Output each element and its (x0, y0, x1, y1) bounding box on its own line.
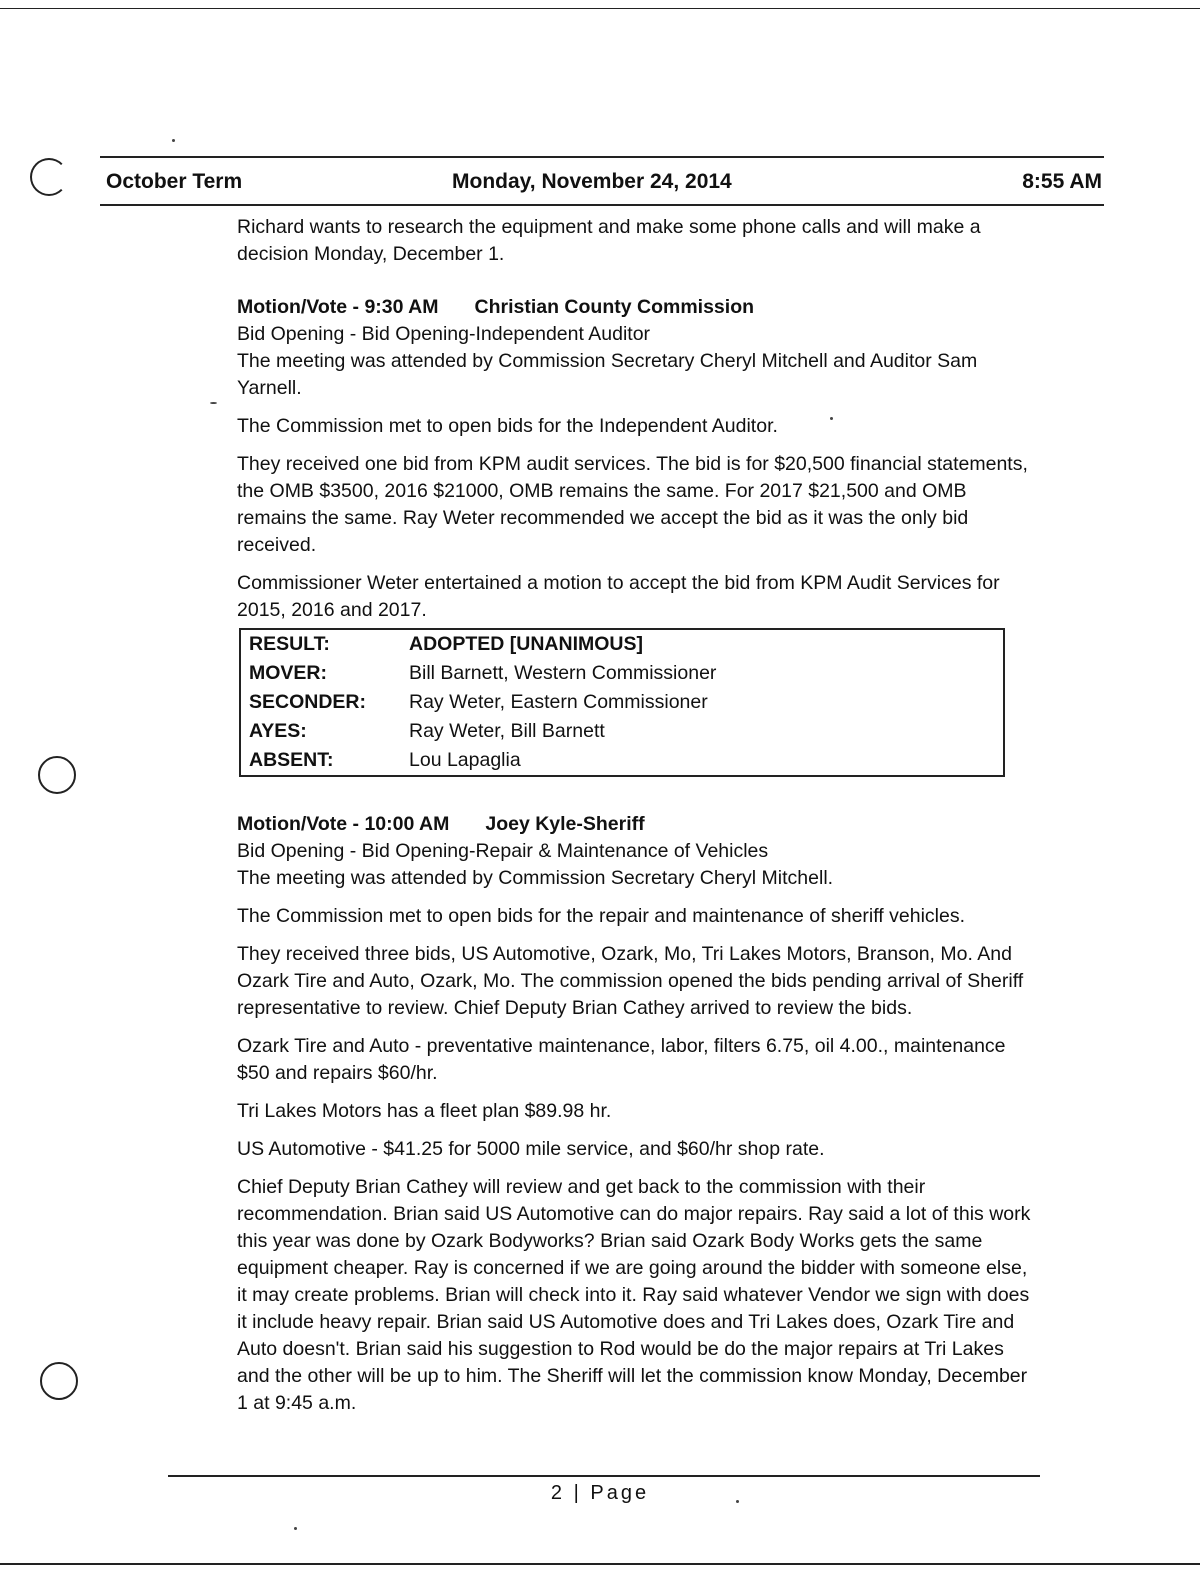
header-rule-bottom (100, 204, 1104, 206)
minutes-paragraph: Tri Lakes Motors has a fleet plan $89.98 hr. (237, 1100, 612, 1122)
motion-heading (237, 294, 1037, 321)
scan-bottom-edge (0, 1563, 1200, 1565)
header-date: Monday, November 24, 2014 (452, 170, 732, 193)
motion-section-auditor (237, 294, 1037, 777)
minutes-paragraph: Ozark Tire and Auto - preventative maintenance, labor, filters 6.75, oil 4.00., maintenance $50 and repairs $60/hr. (237, 1035, 1006, 1084)
vote-result-table (239, 628, 1005, 777)
minutes-paragraph: The Commission met to open bids for the repair and maintenance of sheriff vehicles. (237, 905, 966, 927)
scan-top-edge (0, 8, 1200, 9)
bid-opening-line: Bid Opening - Bid Opening-Repair & Maintenance of Vehicles (237, 840, 769, 862)
seconder-value: Ray Weter, Eastern Commissioner (409, 691, 708, 713)
mover-value: Bill Barnett, Western Commissioner (409, 662, 717, 684)
intro-paragraph: Richard wants to research the equipment and make some phone calls and will make a decision Monday, December 1. (237, 216, 981, 265)
bid-opening-line: Bid Opening - Bid Opening-Independent Auditor (237, 323, 651, 345)
motion-heading (237, 811, 1037, 838)
page-number: 2 | Page (550, 1482, 650, 1504)
motion-section-sheriff (237, 811, 1037, 1417)
minutes-body (237, 214, 1037, 1428)
table-row (240, 746, 1004, 776)
attendance-paragraph: The meeting was attended by Commission Secretary Cheryl Mitchell and Auditor Sam Yarnell. (237, 350, 978, 399)
ayes-value: Ray Weter, Bill Barnett (409, 720, 605, 742)
motion-time: Motion/Vote - 10:00 AM (237, 813, 450, 835)
header-time: 8:55 AM (1022, 170, 1102, 193)
punch-hole-top (30, 158, 68, 196)
minutes-paragraph: They received three bids, US Automotive, Ozark, Mo, Tri Lakes Motors, Branson, Mo. And Ozark Tire and Auto, Ozark, Mo. The commission opened the bids pending arrival of Sheriff representative to review. Chief Deputy Brian Cathey arrived to review the bids. (237, 943, 1024, 1019)
scan-speck (172, 139, 175, 142)
scan-speck (210, 402, 217, 404)
table-row (240, 659, 1004, 688)
motion-entity: Christian County Commission (474, 296, 755, 318)
footer-rule (168, 1475, 1040, 1477)
ayes-label: AYES: (249, 720, 307, 742)
table-row (240, 688, 1004, 717)
table-row (240, 629, 1004, 659)
motion-time: Motion/Vote - 9:30 AM (237, 296, 439, 318)
minutes-paragraph: They received one bid from KPM audit services. The bid is for $20,500 financial statements, the OMB $3500, 2016 $21000, OMB remains the same. For 2017 $21,500 and OMB remains the same. Ray Weter recommended we accept the bid as it was the only bid received. (237, 453, 1028, 556)
absent-label: ABSENT: (249, 749, 334, 771)
minutes-paragraph: The Commission met to open bids for the Independent Auditor. (237, 415, 778, 437)
absent-value: Lou Lapaglia (409, 749, 521, 771)
scan-speck (294, 1527, 297, 1530)
result-label: RESULT: (249, 633, 330, 655)
minutes-paragraph: Chief Deputy Brian Cathey will review and get back to the commission with their recommendation. Brian said US Automotive can do major repairs. Ray said a lot of this work this year was done by Ozark Bodyworks? Brian said Ozark Body Works gets the same equipment cheaper. Ray is concerned if we are going around the bidder with someone else, it may create problems. Brian will check into it. Ray said whatever Vendor we sign with does it include heavy repair. Brian said US Automotive does and Tri Lakes does, Ozark Tire and Auto doesn't. Brian said his suggestion to Rod would be do the major repairs at Tri Lakes and the other will be up to him. The Sheriff will let the commission know Monday, December 1 at 9:45 a.m. (237, 1176, 1031, 1414)
minutes-paragraph: Commissioner Weter entertained a motion to accept the bid from KPM Audit Services for 2015, 2016 and 2017. (237, 572, 1000, 621)
mover-label: MOVER: (249, 662, 327, 684)
minutes-paragraph: US Automotive - $41.25 for 5000 mile service, and $60/hr shop rate. (237, 1138, 825, 1160)
table-row (240, 717, 1004, 746)
punch-hole-middle (38, 756, 76, 794)
punch-hole-bottom (40, 1362, 78, 1400)
header-rule-top (100, 156, 1104, 158)
header-term: October Term (106, 170, 243, 193)
seconder-label: SECONDER: (249, 691, 367, 713)
attendance-paragraph: The meeting was attended by Commission Secretary Cheryl Mitchell. (237, 867, 834, 889)
motion-entity: Joey Kyle-Sheriff (485, 813, 645, 835)
result-value: ADOPTED [UNANIMOUS] (409, 633, 643, 655)
